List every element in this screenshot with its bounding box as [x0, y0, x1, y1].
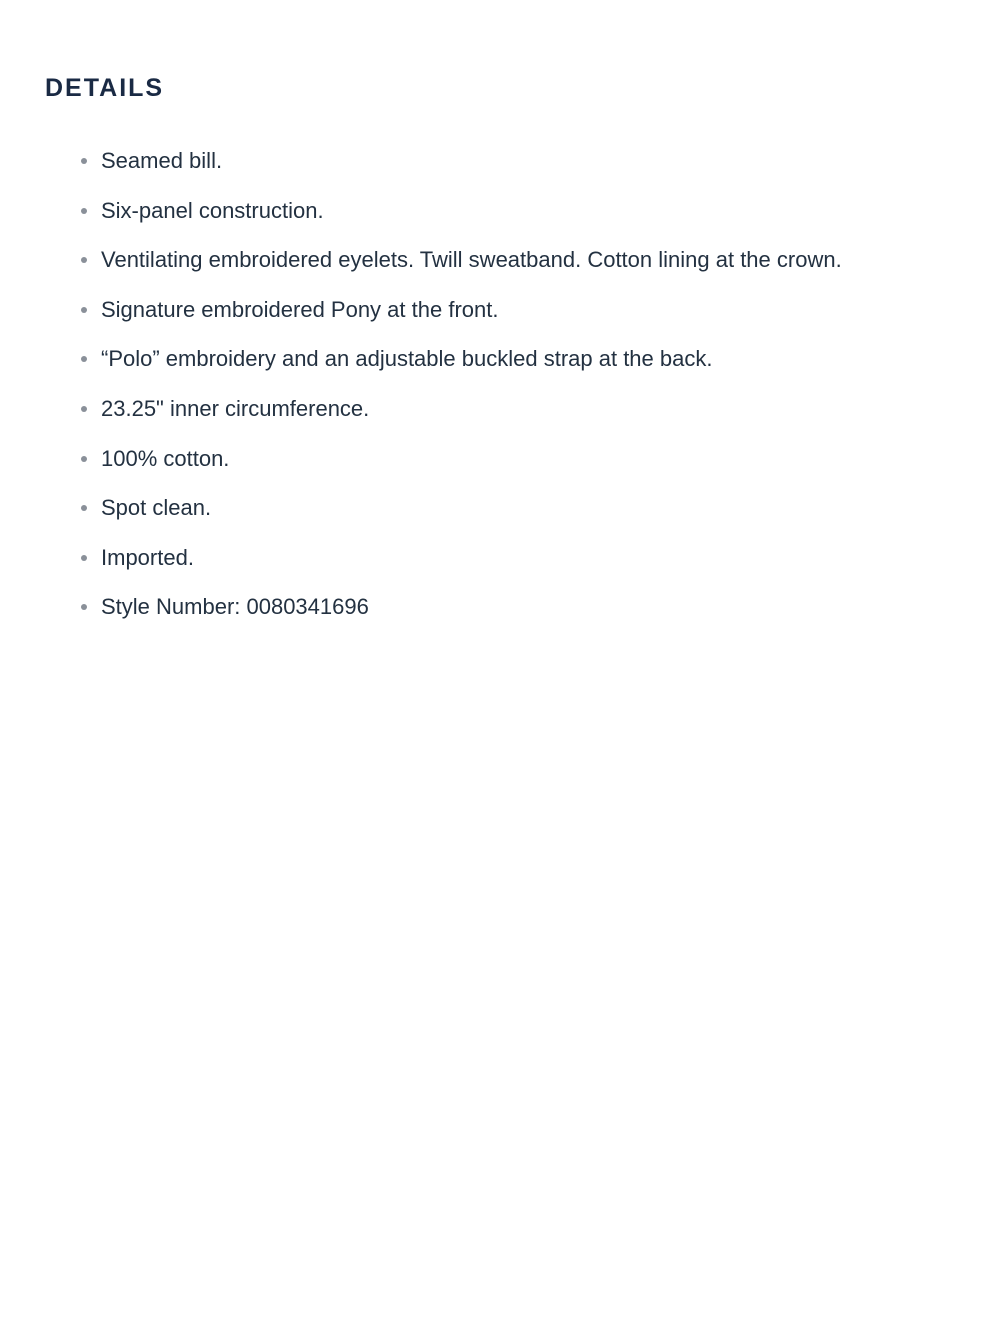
details-item-text: 23.25" inner circumference.: [101, 395, 370, 421]
bullet-icon: [81, 456, 87, 462]
details-list-item: [101, 434, 921, 484]
bullet-icon: [81, 356, 87, 362]
bullet-icon: [81, 307, 87, 313]
details-item-text: “Polo” embroidery and an adjustable buckled strap at the back.: [101, 346, 713, 372]
bullet-icon: [81, 158, 87, 164]
details-list-item: [101, 285, 921, 335]
details-list-item: [101, 334, 921, 384]
details-list-item: [101, 384, 921, 434]
bullet-icon: [81, 604, 87, 610]
details-item-text: Six-panel construction.: [101, 197, 324, 223]
details-item-text: Imported.: [101, 544, 194, 570]
details-item-text: Seamed bill.: [101, 148, 223, 173]
bullet-icon: [81, 505, 87, 511]
details-list-item: [101, 483, 921, 533]
details-list-item: [101, 533, 921, 583]
details-list-item: [101, 582, 921, 632]
details-section: [0, 0, 1000, 632]
details-list-item: [101, 136, 921, 186]
details-item-text: 100% cotton.: [101, 445, 230, 471]
bullet-icon: [81, 555, 87, 561]
bullet-icon: [81, 208, 87, 214]
details-heading: DETAILS: [45, 74, 165, 102]
details-item-text: Ventilating embroidered eyelets. Twill sweatband. Cotton lining at the crown.: [101, 247, 842, 273]
details-item-text: Spot clean.: [101, 495, 212, 521]
style-number-text: Style Number: 0080341696: [101, 594, 369, 620]
details-list-item: [101, 235, 921, 285]
details-list-item: [101, 186, 921, 236]
details-list: [45, 136, 921, 632]
bullet-icon: [81, 257, 87, 263]
details-item-text: Signature embroidered Pony at the front.: [101, 296, 499, 322]
bullet-icon: [81, 406, 87, 412]
